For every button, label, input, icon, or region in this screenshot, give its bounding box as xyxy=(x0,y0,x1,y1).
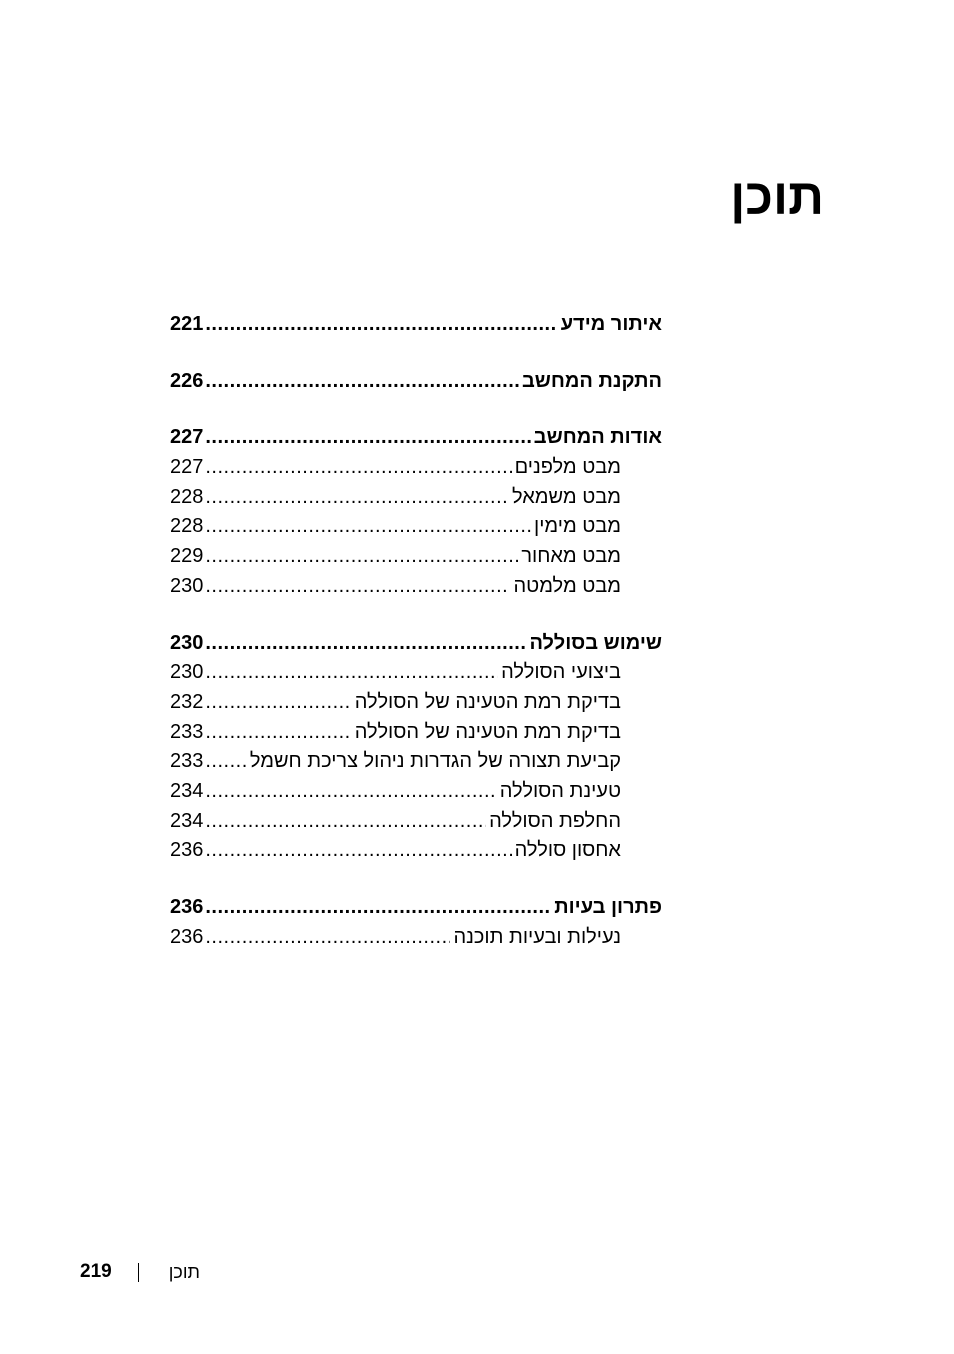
toc-dot-leader xyxy=(205,572,510,602)
toc-chapter-entry[interactable] xyxy=(170,367,662,397)
toc-section-entry[interactable] xyxy=(170,512,662,542)
toc-dot-leader xyxy=(205,658,498,688)
toc-section-entry[interactable] xyxy=(170,658,662,688)
toc-page-number: 230 xyxy=(170,574,204,597)
toc-entry-title: מבט מלפנים xyxy=(514,456,621,479)
toc-entry-title: בדיקת רמת הטעינה של הסוללה xyxy=(354,690,621,713)
toc-section-entry[interactable] xyxy=(170,923,662,953)
toc-chapter-entry[interactable] xyxy=(170,310,662,340)
footer-label: תוכן xyxy=(168,1261,200,1282)
toc-entry-title: מבט מלמטה xyxy=(513,574,621,597)
toc-page-number: 234 xyxy=(170,809,204,832)
toc-page-number: 236 xyxy=(170,896,204,918)
toc-entry-title: נעילות ובעיות תוכנה xyxy=(453,925,621,948)
toc-dot-leader xyxy=(205,483,509,513)
toc-section-entry[interactable] xyxy=(170,718,662,748)
toc-dot-leader xyxy=(205,836,511,866)
toc-page-number: 230 xyxy=(170,631,204,654)
toc-section-entry[interactable] xyxy=(170,836,662,866)
toc-section-entry[interactable] xyxy=(170,807,662,837)
toc-section-entry[interactable] xyxy=(170,747,662,777)
toc-dot-leader xyxy=(205,923,450,953)
toc-entry-title: בדיקת רמת הטעינה של הסוללה xyxy=(354,720,621,743)
toc-page-number: 226 xyxy=(170,369,204,392)
toc-dot-leader xyxy=(205,542,518,572)
toc-entry-title: טעינת הסוללה xyxy=(499,779,621,802)
toc-entry-title: אחסון סוללה xyxy=(514,839,621,862)
toc-entry-title: שימוש בסוללה xyxy=(529,631,662,654)
toc-page-number: 221 xyxy=(170,313,204,335)
toc-entry-title: קביעת תצורה של הגדרות ניהול צריכת חשמל xyxy=(249,750,621,773)
toc-page-number: 236 xyxy=(170,839,204,862)
toc-dot-leader xyxy=(205,512,531,542)
toc-page-number: 228 xyxy=(170,485,204,508)
toc-section-entry[interactable] xyxy=(170,777,662,807)
toc-dot-leader xyxy=(205,807,486,837)
toc-chapter-entry[interactable] xyxy=(170,629,662,659)
toc-entry-title: פתרון בעיות xyxy=(554,896,662,918)
toc-page-number: 228 xyxy=(170,515,204,538)
toc-dot-leader xyxy=(205,367,519,397)
page-footer xyxy=(80,1259,200,1285)
toc-page-number: 229 xyxy=(170,545,204,568)
toc-dot-leader xyxy=(205,718,351,748)
toc-page-number: 236 xyxy=(170,925,204,948)
toc-entry-title: מבט משמאל xyxy=(512,485,621,508)
toc-page-number: 227 xyxy=(170,426,204,449)
toc-page-number: 232 xyxy=(170,690,204,713)
toc-page-number: 233 xyxy=(170,720,204,743)
toc-page-number: 234 xyxy=(170,779,204,802)
toc-entry-title: התקנת המחשב xyxy=(521,369,662,392)
toc-entry-title: איתור מידע xyxy=(560,313,662,335)
toc-section-entry[interactable] xyxy=(170,572,662,602)
table-of-contents xyxy=(170,310,662,952)
toc-dot-leader xyxy=(205,747,246,777)
toc-dot-leader xyxy=(205,310,557,340)
toc-entry-title: מבט מאחור xyxy=(521,545,621,568)
toc-dot-leader xyxy=(205,688,351,718)
toc-entry-title: החלפת הסוללה xyxy=(489,809,621,832)
toc-page-number: 230 xyxy=(170,661,204,684)
toc-entry-title: אודות המחשב xyxy=(533,426,662,449)
toc-chapter-entry[interactable] xyxy=(170,423,662,453)
toc-chapter-entry[interactable] xyxy=(170,893,662,923)
toc-dot-leader xyxy=(205,893,551,923)
toc-section-entry[interactable] xyxy=(170,688,662,718)
toc-section-entry[interactable] xyxy=(170,483,662,513)
toc-dot-leader xyxy=(205,629,526,659)
toc-section-entry[interactable] xyxy=(170,542,662,572)
toc-entry-title: ביצועי הסוללה xyxy=(501,661,621,684)
toc-page-number: 227 xyxy=(170,456,204,479)
toc-dot-leader xyxy=(205,777,496,807)
footer-divider xyxy=(138,1263,139,1282)
toc-section-entry[interactable] xyxy=(170,453,662,483)
page-title: תוכן xyxy=(730,169,824,225)
toc-entry-title: מבט מימין xyxy=(534,515,621,538)
toc-dot-leader xyxy=(205,453,511,483)
toc-page-number: 233 xyxy=(170,750,204,773)
toc-dot-leader xyxy=(205,423,530,453)
footer-page-number: 219 xyxy=(80,1261,112,1282)
